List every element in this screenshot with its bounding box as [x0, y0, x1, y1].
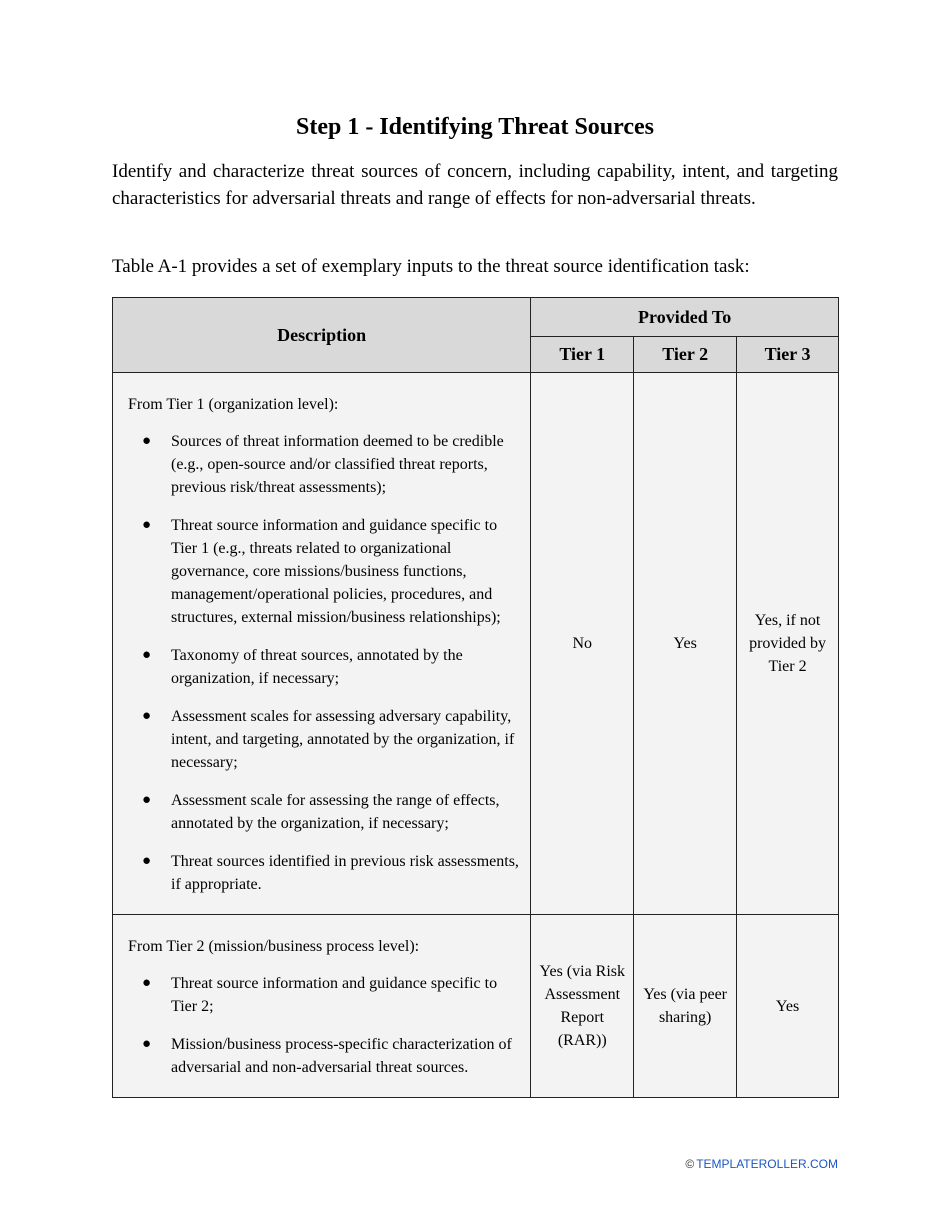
tier-1-cell [531, 915, 634, 1098]
list-item-text: Mission/business process-specific characterization of adversarial and non-adversarial threat sources. [171, 1036, 512, 1076]
table-row [113, 915, 839, 1098]
tier-3-cell [737, 373, 839, 915]
tier-1-value: No [572, 635, 593, 652]
header-tier-3: Tier 3 [737, 337, 839, 373]
list-item [128, 705, 526, 774]
list-item-text: Assessment scale for assessing the range of effects, annotated by the organization, if necessary; [171, 792, 500, 832]
intro-paragraph: Identify and characterize threat sources of concern, including capability, intent, and targeting characteristics for adversarial threats and range of effects for non-adversarial threats. [112, 161, 838, 209]
header-tier-1: Tier 1 [531, 337, 634, 373]
tier-3-value: Yes [775, 997, 800, 1015]
tier-2-value: Yes (via peer sharing) [643, 986, 727, 1026]
list-item-text: Sources of threat information deemed to be credible (e.g., open-source and/or classified threat reports, previous risk/threat assessments); [171, 433, 504, 496]
header-tier-2: Tier 2 [634, 337, 737, 373]
table-row [113, 373, 839, 915]
description-cell [113, 373, 531, 915]
bullet-icon: ● [142, 792, 152, 808]
list-item-text: Threat source information and guidance specific to Tier 1 (e.g., threats related to organizational governance, core missions/business functions, management/operational policies, procedures, and structures, external mission/business relationships); [171, 517, 501, 626]
list-item [128, 430, 526, 499]
description-intro: From Tier 2 (mission/business process level): [128, 938, 420, 955]
list-item [128, 514, 526, 629]
list-item-text: Assessment scales for assessing adversary capability, intent, and targeting, annotated by the organization, if necessary; [171, 708, 515, 771]
description-cell [113, 915, 531, 1098]
tier-3-value: Yes, if not provided by Tier 2 [749, 612, 826, 675]
list-item-text: Taxonomy of threat sources, annotated by the organization, if necessary; [171, 647, 463, 687]
tier-2-cell [634, 915, 737, 1098]
list-item [128, 850, 526, 896]
header-description: Description [113, 298, 531, 373]
header-provided-to: Provided To [531, 298, 839, 337]
description-intro: From Tier 1 (organization level): [128, 396, 339, 413]
threat-sources-table [112, 297, 839, 1098]
list-item-text: Threat source information and guidance specific to Tier 2; [171, 975, 498, 1015]
footer-credit [685, 1157, 838, 1171]
list-item [128, 789, 526, 835]
bullet-icon: ● [142, 647, 152, 663]
bullet-icon: ● [142, 975, 152, 991]
bullet-icon: ● [142, 517, 152, 533]
list-item [128, 644, 526, 690]
tier-2-cell [634, 373, 737, 915]
list-item [128, 972, 526, 1018]
bullet-icon: ● [142, 853, 152, 869]
copyright-icon: © [685, 1157, 695, 1171]
bullet-list [128, 972, 526, 1079]
templateroller-link[interactable]: TEMPLATEROLLER.COM [696, 1157, 838, 1171]
list-item [128, 1033, 526, 1079]
tier-3-cell [737, 915, 839, 1098]
tier-1-cell [531, 373, 634, 915]
bullet-list [128, 430, 526, 896]
page-title: Step 1 - Identifying Threat Sources [295, 114, 655, 140]
bullet-icon: ● [142, 1036, 152, 1052]
tier-2-value: Yes [673, 635, 697, 652]
table-header-row [113, 298, 839, 337]
bullet-icon: ● [142, 433, 152, 449]
list-item-text: Threat sources identified in previous risk assessments, if appropriate. [171, 853, 519, 893]
tier-1-value: Yes (via Risk Assessment Report (RAR)) [539, 963, 626, 1049]
bullet-icon: ● [142, 708, 152, 724]
table-lead-paragraph: Table A-1 provides a set of exemplary inputs to the threat source identification task: [112, 256, 750, 277]
